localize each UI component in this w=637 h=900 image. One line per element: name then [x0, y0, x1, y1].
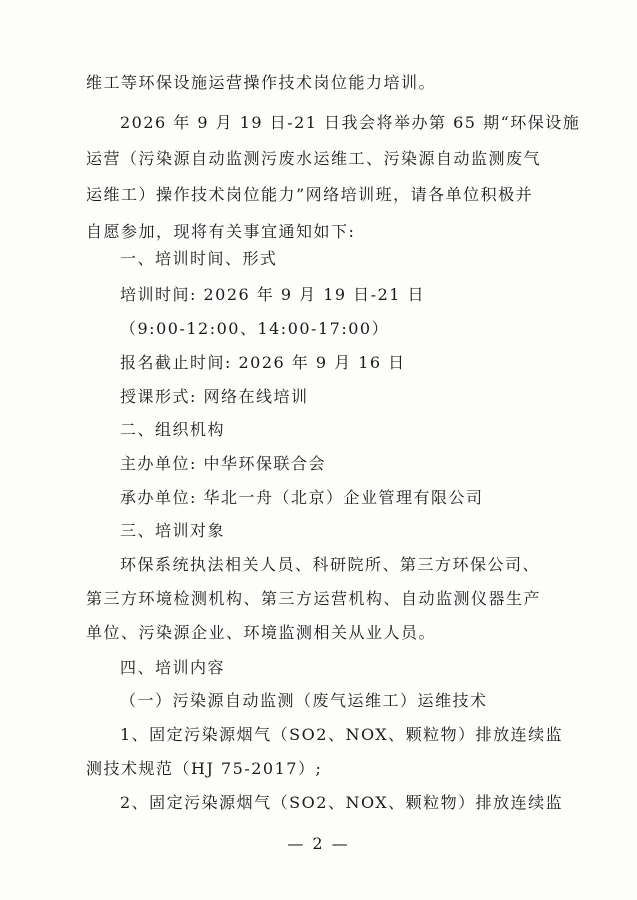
text-line-audience-3: 单位、污染源企业、环境监测相关从业人员。	[86, 623, 437, 642]
text-line-2: 2026 年 9 月 19 日-21 日我会将举办第 65 期“环保设施	[120, 113, 581, 132]
text-line-training-time: 培训时间: 2026 年 9 月 19 日-21 日	[120, 285, 426, 304]
text-line-deadline: 报名截止时间: 2026 年 9 月 16 日	[120, 353, 406, 372]
section-heading-4: 四、培训内容	[120, 658, 226, 677]
text-line-training-hours: （9:00-12:00、14:00-17:00）	[120, 319, 390, 338]
page-number: — 2 —	[287, 834, 350, 853]
text-line-host: 主办单位: 中华环保联合会	[120, 454, 326, 473]
text-line-audience-1: 环保系统执法相关人员、科研院所、第三方环保公司、	[120, 555, 541, 574]
text-line-1: 维工等环保设施运营操作技术岗位能力培训。	[86, 73, 437, 92]
text-line-5: 自愿参加，现将有关事宜通知如下:	[86, 222, 356, 241]
text-line-4: 运维工）操作技术岗位能力”网络培训班，请各单位积极并	[86, 185, 534, 204]
text-line-item-2a: 2、固定污染源烟气（SO2、NOX、颗粒物）排放连续监	[120, 793, 564, 812]
section-heading-1: 一、培训时间、形式	[120, 249, 278, 268]
text-line-format: 授课形式: 网络在线培训	[120, 387, 309, 406]
text-line-audience-2: 第三方环境检测机构、第三方运营机构、自动监测仪器生产	[86, 589, 542, 608]
section-heading-2: 二、组织机构	[120, 420, 226, 439]
text-line-3: 运营（污染源自动监测污废水运维工、污染源自动监测废气	[86, 149, 542, 168]
subsection-heading-1: （一）污染源自动监测（废气运维工）运维技术	[120, 691, 488, 710]
text-line-item-1a: 1、固定污染源烟气（SO2、NOX、颗粒物）排放连续监	[120, 725, 564, 744]
text-line-organizer: 承办单位: 华北一舟（北京）企业管理有限公司	[120, 488, 484, 507]
text-line-item-1b: 测技术规范（HJ 75-2017）;	[86, 759, 323, 778]
section-heading-3: 三、培训对象	[120, 521, 226, 540]
